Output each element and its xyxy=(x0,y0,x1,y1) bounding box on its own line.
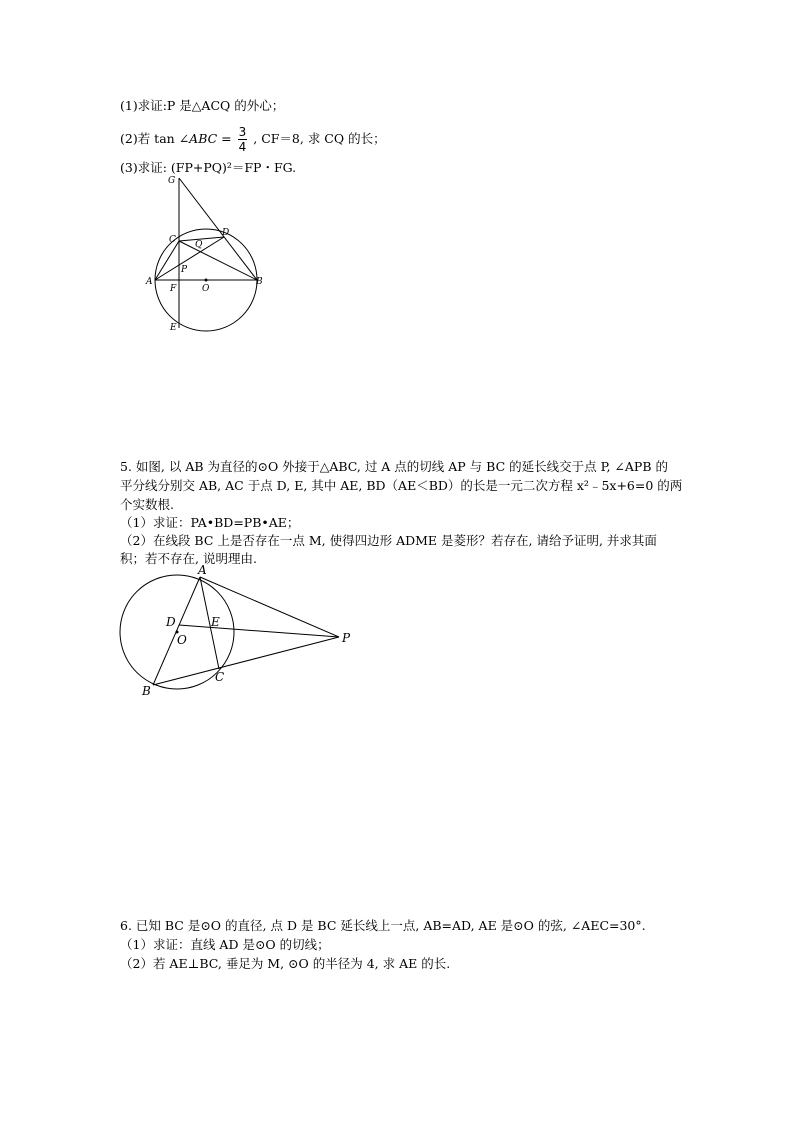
q5-label-p: P xyxy=(342,631,351,645)
q5-part2-line1: （2）在线段 BC 上是否存在一点 M, 使得四边形 ADME 是菱形？若存在, 请给予证明, 并求其面 xyxy=(120,533,657,548)
q5-line3: 个实数根. xyxy=(120,497,174,512)
q4-part2-suffix: , CF＝8, 求 CQ 的长； xyxy=(253,131,386,146)
q5-label-b: B xyxy=(142,684,151,698)
q4-center-dot xyxy=(205,279,208,282)
q4-part1: (1)求证:P 是△ACQ 的外心； xyxy=(120,98,285,113)
q4-label-d: D xyxy=(222,228,230,238)
q6-part1: （1）求证：直线 AD 是⊙O 的切线； xyxy=(120,937,330,952)
q5-label-o: O xyxy=(177,633,187,647)
q5-label-d: D xyxy=(166,615,176,629)
fraction-numerator: 3 xyxy=(238,125,247,139)
q5-line2: 平分线分别交 AB, AC 于点 D, E, 其中 AE, BD（AE＜BD）的长是一元二次方程 x²﹣5x+6=0 的两 xyxy=(120,478,683,493)
q4-label-c: C xyxy=(169,235,176,245)
q4-label-a: A xyxy=(146,277,153,287)
q4-label-f: F xyxy=(170,284,177,294)
fraction-denominator: 4 xyxy=(238,140,247,154)
q4-part3: (3)求证: (FP+PQ)²＝FP・FG. xyxy=(120,160,297,175)
q4-line-gb xyxy=(179,178,257,280)
q4-label-q: Q xyxy=(195,240,203,250)
fraction xyxy=(238,125,248,154)
q5-label-c: C xyxy=(215,670,225,684)
q5-line1: 5. 如图, 以 AB 为直径的⊙O 外接于△ABC, 过 A 点的切线 AP 与 BC 的延长线交于点 P, ∠APB 的 xyxy=(120,459,668,474)
q6-part2: （2）若 AE⊥BC, 垂足为 M, ⊙O 的半径为 4, 求 AE 的长. xyxy=(120,956,451,971)
q5-part1: （1）求证：PA•BD=PB•AE； xyxy=(120,515,300,530)
q4-part2-prefix: (2)若 tan xyxy=(120,131,175,146)
q5-part2-line2: 积；若不存在, 说明理由. xyxy=(120,551,257,566)
q4-label-g: G xyxy=(168,176,176,186)
q4-label-o: O xyxy=(202,284,210,294)
q5-figure xyxy=(110,560,360,700)
q4-part2-angle: ∠ABC = xyxy=(178,131,232,146)
q4-part2 xyxy=(120,122,386,156)
q4-label-p: P xyxy=(181,265,188,275)
q4-figure xyxy=(140,170,280,335)
q4-label-e: E xyxy=(170,323,177,333)
q4-label-b: B xyxy=(256,277,263,287)
q5-label-a: A xyxy=(198,563,207,577)
q5-label-e: E xyxy=(211,615,220,629)
q6-line1: 6. 已知 BC 是⊙O 的直径, 点 D 是 BC 延长线上一点, AB=AD, AE 是⊙O 的弦, ∠AEC=30°. xyxy=(120,918,646,933)
